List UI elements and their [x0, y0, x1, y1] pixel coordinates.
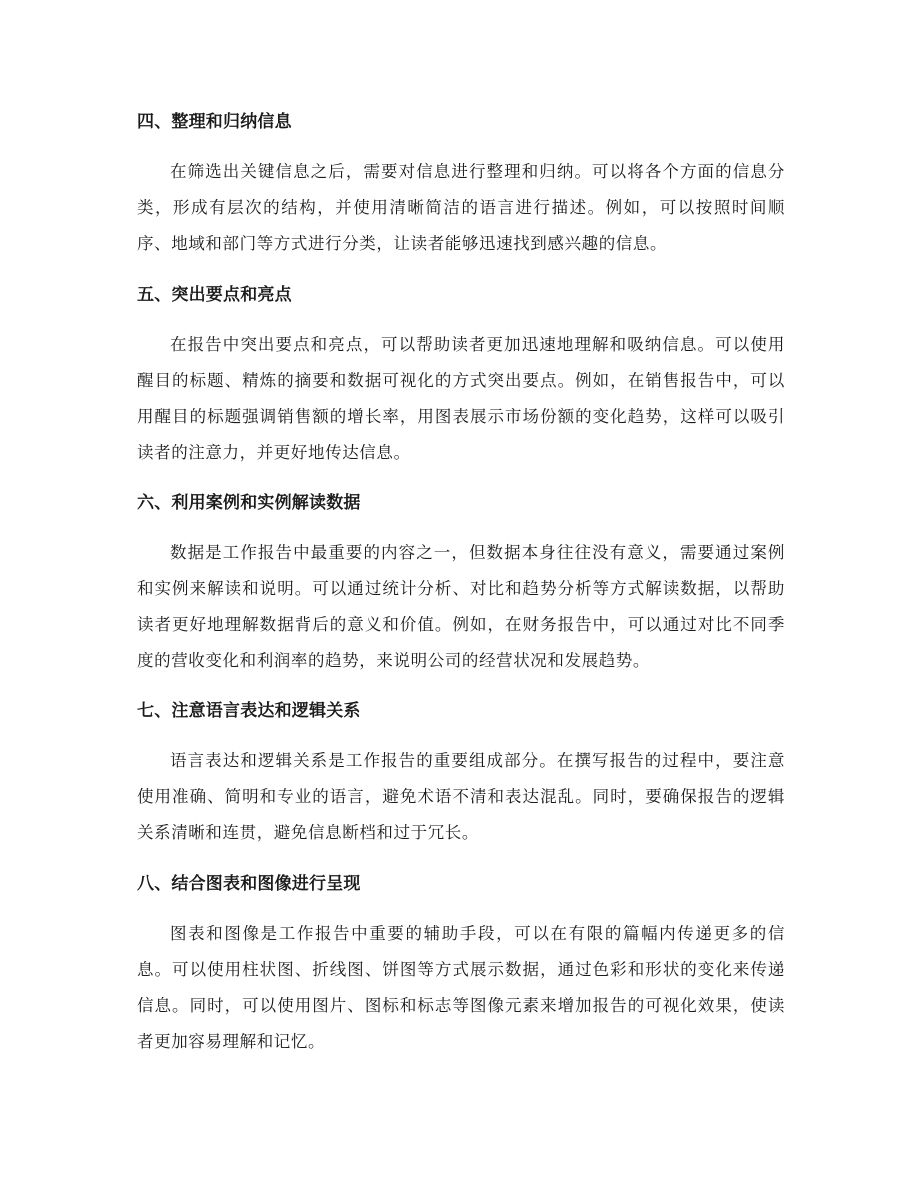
section-heading: 六、利用案例和实例解读数据 — [137, 493, 361, 513]
section-paragraph: 在报告中突出要点和亮点，可以帮助读者更加迅速地理解和吸纳信息。可以使用醒目的标题、精炼的摘要和数据可视化的方式突出要点。例如，在销售报告中，可以用醒目的标题强调销售额的增长率，用图表展示市场份额的变化趋势，这样可以吸引读者的注意力，并更好地传达信息。 — [137, 335, 785, 462]
section-paragraph: 在筛选出关键信息之后，需要对信息进行整理和归纳。可以将各个方面的信息分类，形成有层次的结构，并使用清晰简洁的语言进行描述。例如，可以按照时间顺序、地域和部门等方式进行分类，让读者能够迅速找到感兴趣的信息。 — [137, 162, 785, 253]
section-5 — [137, 284, 785, 471]
section-4 — [137, 111, 785, 262]
section-heading: 四、整理和归纳信息 — [137, 112, 292, 132]
section-heading: 五、突出要点和亮点 — [137, 285, 292, 305]
section-paragraph: 语言表达和逻辑关系是工作报告的重要组成部分。在撰写报告的过程中，要注意使用准确、简明和专业的语言，避免术语不清和表达混乱。同时，要确保报告的逻辑关系清晰和连贯，避免信息断档和过于冗长。 — [137, 751, 785, 842]
section-8 — [137, 873, 785, 1060]
section-7 — [137, 700, 785, 851]
section-heading: 八、结合图表和图像进行呈现 — [137, 874, 361, 894]
section-6 — [137, 492, 785, 679]
section-heading: 七、注意语言表达和逻辑关系 — [137, 701, 361, 721]
section-paragraph: 数据是工作报告中最重要的内容之一，但数据本身往往没有意义，需要通过案例和实例来解读和说明。可以通过统计分析、对比和趋势分析等方式解读数据，以帮助读者更好地理解数据背后的意义和价值。例如，在财务报告中，可以通过对比不同季度的营收变化和利润率的趋势，来说明公司的经营状况和发展趋势。 — [137, 543, 785, 670]
section-paragraph: 图表和图像是工作报告中重要的辅助手段，可以在有限的篇幅内传递更多的信息。可以使用柱状图、折线图、饼图等方式展示数据，通过色彩和形状的变化来传递信息。同时，可以使用图片、图标和标志等图像元素来增加报告的可视化效果，使读者更加容易理解和记忆。 — [137, 924, 785, 1051]
